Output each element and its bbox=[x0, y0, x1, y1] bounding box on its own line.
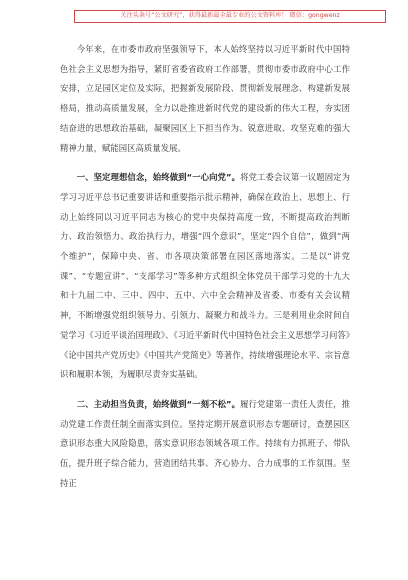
header-banner bbox=[74, 10, 386, 23]
document-body bbox=[60, 40, 350, 503]
paragraph-section-2 bbox=[60, 395, 350, 494]
banner-text: 关注头条号“公文研究”，获得最新最全最专业的公文资料库！ 微信：gongwenz bbox=[120, 12, 340, 20]
section-1-heading: 一、坚定理想信念，始终做到“一心向党”。 bbox=[76, 172, 241, 183]
section-1-text: 将党工委会议第一议题固定为学习习近平总书记重要讲话和重要指示批示精神，确保在政治上、思想上、行动上始终同以习近平同志为核心的党中央保持高度一致，不断提高政治判断力、政治领悟力、政治执行力，增强“四个意识”，坚定“四个自信”，做到“两个维护”，保障中央、省、市各项决策部署在园区落地落实。二是以“讲党课”、“专题宣讲”、“支部学习”等多种方式组织全体党员干部学习党的十九大和十九届二中、三中、四中、五中、六中全会精神及省委、市委有关会议精神，不断增强党组织领导力、引领力、凝聚力和战斗力。三是利用业余时间自觉学习《习近平谈治国理政》、《习近平新时代中国特色社会主义思想学习问答》《论中国共产党历史》《中国共产党简史》等著作，持续增强理论水平、宗旨意识和履职本领，为履职尽责夯实基础。 bbox=[60, 172, 351, 380]
section-2-heading: 二、主动担当负责，始终做到“一刻不松”。 bbox=[76, 398, 241, 409]
section-2-text: 履行党建第一责任人责任，推动党建工作责任制全面落实到位。坚持定期开展意识形态专题研讨，查摆园区意识形态重大风险隐患，落实意识形态领域各项工作。持续有力抓班子、带队伍，提升班子综合能力，营造团结共事、齐心协力、合力成事的工作氛围。坚持正 bbox=[60, 398, 351, 488]
paragraph-intro bbox=[60, 40, 350, 158]
paragraph-section-1 bbox=[60, 168, 350, 385]
paragraph-intro-text: 今年来，在市委市政府坚强领导下，本人始终坚持以习近平新时代中国特色社会主义思想为指导，紧盯省委省政府工作部署，贯彻市委市政府中心工作安排，立足园区定位及实际，把握新发展阶段、贯彻新发展理念、构建新发展格局，推动高质量发展，全力以赴推进新时代党的建设新的伟大工程，夯实团结奋进的思想政治基础，凝聚园区上下担当作为、锐意进取、攻坚克难的强大精神力量，赋能园区高质量发展。 bbox=[60, 44, 350, 153]
